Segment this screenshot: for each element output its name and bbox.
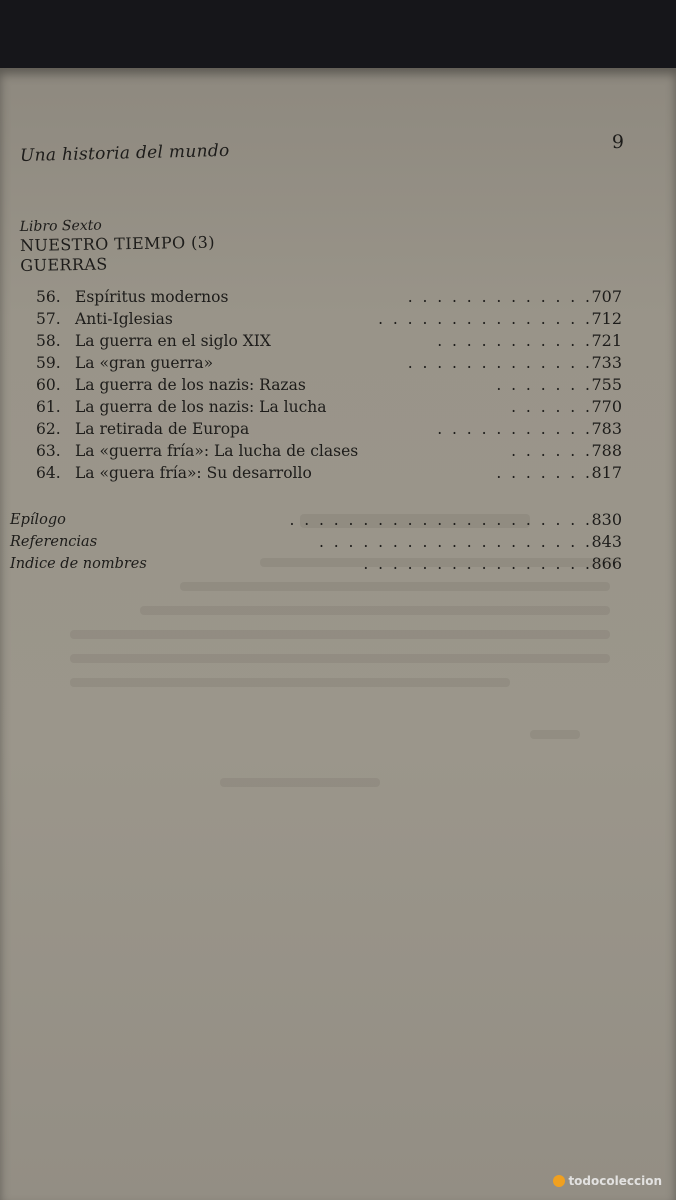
- chapter-number: 60.: [36, 376, 61, 394]
- leader-dots: . . . . . . .: [496, 376, 590, 394]
- chapter-title: Espíritus modernos: [75, 288, 229, 306]
- chapter-page: 721: [591, 331, 622, 350]
- part-heading: [19, 215, 215, 276]
- leader-dots: . . . . . .: [511, 398, 590, 416]
- toc-row: [0, 418, 676, 440]
- leader-dots: . . . . . .: [511, 442, 590, 460]
- back-matter-title: Epílogo: [10, 512, 66, 528]
- chapter-page: 783: [591, 419, 622, 438]
- running-title: Una historia del mundo: [19, 140, 230, 166]
- toc-row: [0, 286, 676, 308]
- back-matter-list: [0, 509, 676, 575]
- chapter-number: 64.: [36, 464, 61, 482]
- chapter-page: 817: [591, 463, 622, 482]
- back-matter-title: Referencias: [10, 534, 98, 550]
- chapter-title: La retirada de Europa: [75, 420, 250, 438]
- toc-row: [0, 308, 676, 330]
- leader-dots: . . . . . . . . . . . . .: [407, 288, 590, 306]
- chapter-title: Anti-Iglesias: [75, 310, 173, 328]
- toc-row: [0, 509, 676, 531]
- toc-row: [0, 374, 676, 396]
- chapter-page: 707: [591, 287, 622, 306]
- toc-row: [0, 330, 676, 352]
- part-title: NUESTRO TIEMPO (3): [19, 232, 216, 255]
- chapter-page: 712: [591, 309, 622, 328]
- toc-row: [0, 396, 676, 418]
- chapter-page: 733: [591, 353, 622, 372]
- chapter-page: 770: [591, 397, 622, 416]
- part-subtitle: GUERRAS: [20, 254, 108, 275]
- chapter-title: La «gran guerra»: [75, 354, 214, 372]
- page-number: 9: [611, 131, 624, 153]
- back-matter-page: 843: [591, 532, 622, 551]
- chapter-page: 788: [591, 441, 622, 460]
- book-page: [0, 68, 676, 1200]
- chapter-page: 755: [591, 375, 622, 394]
- chapter-list: [0, 286, 676, 484]
- leader-dots: . . . . . . . . . . . . . . . .: [363, 555, 590, 573]
- chapter-title: La guerra de los nazis: La lucha: [75, 398, 327, 416]
- watermark-logo-icon: [553, 1175, 565, 1187]
- back-matter-page: 866: [591, 554, 622, 573]
- chapter-number: 63.: [36, 442, 61, 460]
- chapter-number: 57.: [36, 310, 61, 328]
- toc-row: [0, 440, 676, 462]
- toc-row: [0, 352, 676, 374]
- toc-row: [0, 462, 676, 484]
- leader-dots: . . . . . . . . . . .: [437, 420, 590, 438]
- leader-dots: . . . . . . . . . . .: [437, 332, 590, 350]
- part-label: Libro Sexto: [19, 217, 102, 236]
- leader-dots: . . . . . . . . . . . . .: [407, 354, 590, 372]
- chapter-number: 61.: [36, 398, 61, 416]
- leader-dots: . . . . . . . . . . . . . . .: [378, 310, 590, 328]
- chapter-number: 58.: [36, 332, 61, 350]
- leader-dots: . . . . . . . . . . . . . . . . . . .: [319, 533, 590, 551]
- chapter-number: 56.: [36, 288, 61, 306]
- chapter-title: La «guera fría»: Su desarrollo: [75, 464, 312, 482]
- chapter-title: La guerra en el siglo XIX: [75, 332, 271, 350]
- toc-row: [0, 531, 676, 553]
- chapter-title: La «guerra fría»: La lucha de clases: [75, 442, 359, 460]
- leader-dots: . . . . . . .: [496, 464, 590, 482]
- chapter-number: 59.: [36, 354, 61, 372]
- chapter-number: 62.: [36, 420, 61, 438]
- back-matter-title: Indice de nombres: [10, 556, 147, 572]
- chapter-title: La guerra de los nazis: Razas: [75, 376, 306, 394]
- toc-row: [0, 553, 676, 575]
- watermark: [553, 1174, 662, 1188]
- back-matter-page: 830: [591, 510, 622, 529]
- leader-dots: . . . . . . . . . . . . . . . . . . . . .: [289, 511, 590, 529]
- watermark-text: todocoleccion: [568, 1174, 662, 1188]
